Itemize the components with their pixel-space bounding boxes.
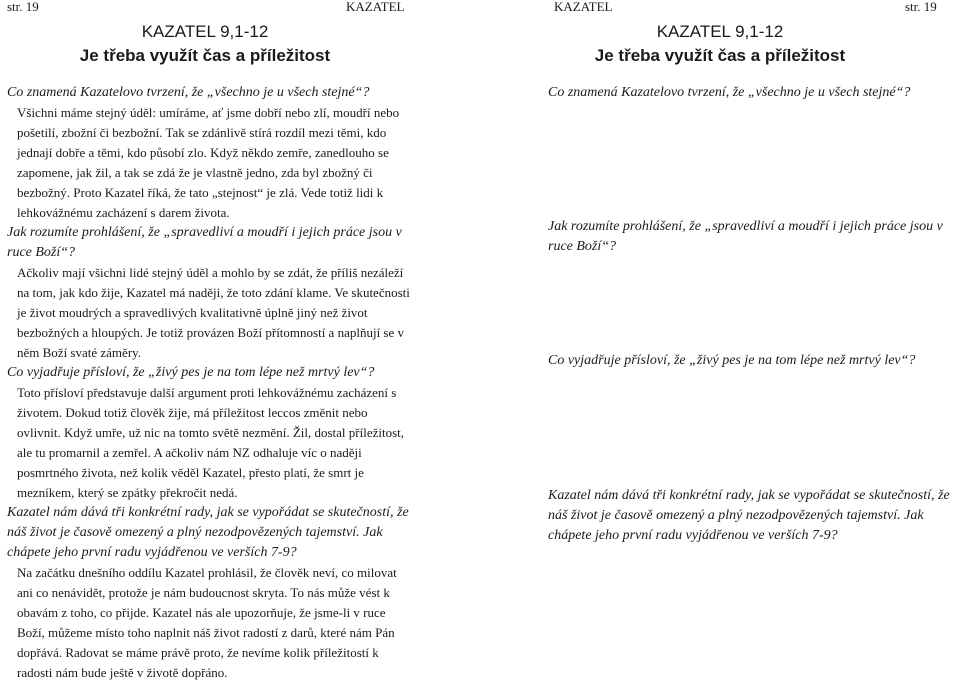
answer: Ačkoliv mají všichni lidé stejný úděl a mohlo by se zdát, že příliš nezáleží na tom, jak kdo žije, Kazatel má naději, že toto zdání klame. Ve skutečnosti je život moudrých a spravedlivých kvalitativně úplně jiný než život bezbožných a hloupých. Je totiž provázen Boží přítomností a naplňují se v něm Boží svaté záměry. [17,265,410,360]
answer: Toto přísloví představuje další argument proti lehkovážnému zacházení s životem. Dokud totiž člověk žije, má příležitost leccos změnit nebo ovlivnit. Když umře, už nic na tomto světě nezmění. Žil, dostal příležitost, ale tu promarnil a zemřel. A ačkoliv nám NZ odhaluje víc o naději posmrtného života, než kolik věděl Kazatel, přesto platí, že smrt je mezníkem, který se zpátky překročit nedá. [17,385,405,500]
running-header: KAZATEL [554,0,613,14]
question: Kazatel nám dává tři konkrétní rady, jak se vypořádat se skutečností, že náš život je časově omezený a plný nezodpovězených tajemství. Jak chápete jeho první radu vyjádřenou ve verších 7-9? [7,505,409,560]
answer: Všichni máme stejný úděl: umíráme, ať jsme dobří nebo zlí, moudří nebo pošetilí, zbožní či bezbožní. Tak se zdánlivě stírá rozdíl mezi těmi, kdo jednají dobře a těmi, kdo působí zlo. Když někdo zemře, zanedlouho se zapomene, jak žil, a tak se zdá že je vlastně jedno, zda byl zbožný či bezbožný. Proto Kazatel říká, že tato „stejnost“ je zlá. Vede totiž lidi k lehkovážnému zacházení s darem života. [17,105,400,220]
question: Kazatel nám dává tři konkrétní rady, jak se vypořádat se skutečností, že náš život je časově omezený a plný nezodpovězených tajemství. Jak chápete jeho první radu vyjádřenou ve verších 7-9? [548,488,950,543]
page-subtitle: Je třeba využít čas a příležitost [79,46,331,65]
page-title: KAZATEL 9,1-12 [141,22,269,41]
question: Co vyjadřuje přísloví, že „živý pes je na tom lépe než mrtvý lev“? [548,353,916,368]
left-page [0,0,480,680]
question: Jak rozumíte prohlášení, že „spravedliví a moudří i jejich práce jsou v ruce Boží“? [7,225,402,260]
page-number: str. 19 [905,0,937,14]
page-title: KAZATEL 9,1-12 [656,22,784,41]
question: Co znamená Kazatelovo tvrzení, že „všechno je u všech stejné“? [7,85,370,100]
page-number: str. 19 [7,0,39,14]
answer: Na začátku dnešního oddílu Kazatel prohlásil, že člověk neví, co milovat ani co nenávidět, protože je nám budoucnost skryta. To nás může vést k obavám z toho, co přijde. Kazatel nás ale upozorňuje, že jsme-li v ruce Boží, můžeme místo toho naplnit náš život radostí z darů, které nám Pán dopřává. Radovat se máme právě proto, že nevíme kolik příležitostí k radosti nám bude ještě v životě dopřáno. [17,565,397,680]
qa-list [7,83,412,683]
right-page [480,0,960,660]
question: Jak rozumíte prohlášení, že „spravedliví a moudří i jejich práce jsou v ruce Boží“? [548,219,943,254]
page-subtitle: Je třeba využít čas a příležitost [594,46,846,65]
question: Co znamená Kazatelovo tvrzení, že „všechno je u všech stejné“? [548,85,911,100]
running-header: KAZATEL [346,0,405,14]
question: Co vyjadřuje přísloví, že „živý pes je na tom lépe než mrtvý lev“? [7,365,375,380]
